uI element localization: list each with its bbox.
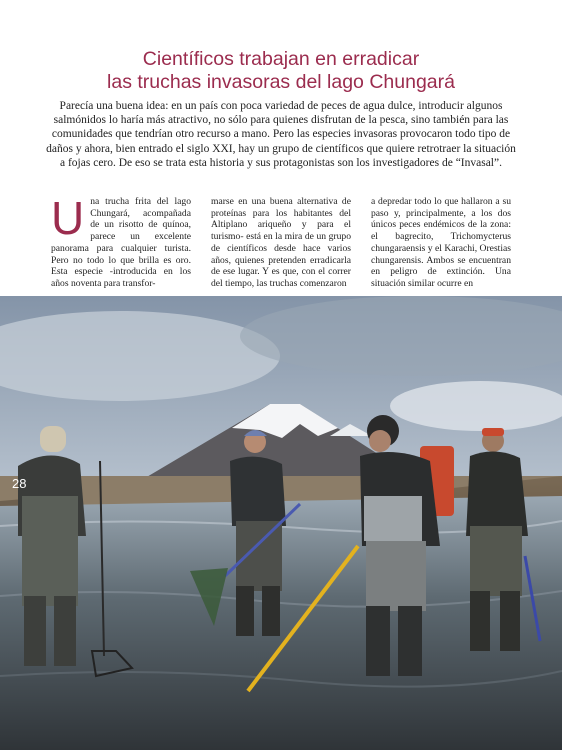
body-column-2: marse en una buena alternativa de proteínas para los habitantes del Altiplano ariqueño y para el turismo- está en la mira de un grupo de científicos desde hace varios años, quienes pretenden erradicarla de ese lugar. Y es que, con el correr del tiempo, las truchas comenzaron [211, 196, 351, 289]
body-column-3: a depredar todo lo que hallaron a su paso y, principalmente, a los dos únicos peces endémicos de la zona: el bagrecito, Trichomycterus chungaraensis y el Karachi, Orestias chungarensis. Ambos se encuentran en peligro de extinción. Una situación similar ocurre en [371, 196, 511, 289]
field-photo [0, 296, 562, 750]
body-column-1-text: na trucha frita del lago Chungará, acompañada de un risotto de quínoa, parece un excelente panorama para cualquier turista. Pero no todo lo que brilla es oro. Esta especie -introducida en los años noventa para transfor- [51, 196, 191, 289]
page-number: 28 [12, 476, 27, 491]
article-lead: Parecía una buena idea: en un país con poca variedad de peces de agua dulce, introducir algunos salmónidos lo haría más atractivo, no sólo para quienes disfrutan de la pesca, sino también para las comunidades que tendrían otro recurso a mano. Pero las especies invasoras provocaron todo tipo de daños y ahora, bien entrado el siglo XXI, hay un grupo de científicos que quiere retrotraer la situación a fojas cero. De eso se trata esta historia y sus protagonistas son los investigadores de “Invasal”. [46, 100, 516, 169]
article-title-line-2: las truchas invasoras del lago Chungará [107, 71, 455, 93]
body-column-1 [51, 192, 191, 290]
article-title-line-1: Científicos trabajan en erradicar [142, 48, 420, 70]
article-title [0, 48, 562, 94]
drop-cap: U [51, 192, 85, 244]
